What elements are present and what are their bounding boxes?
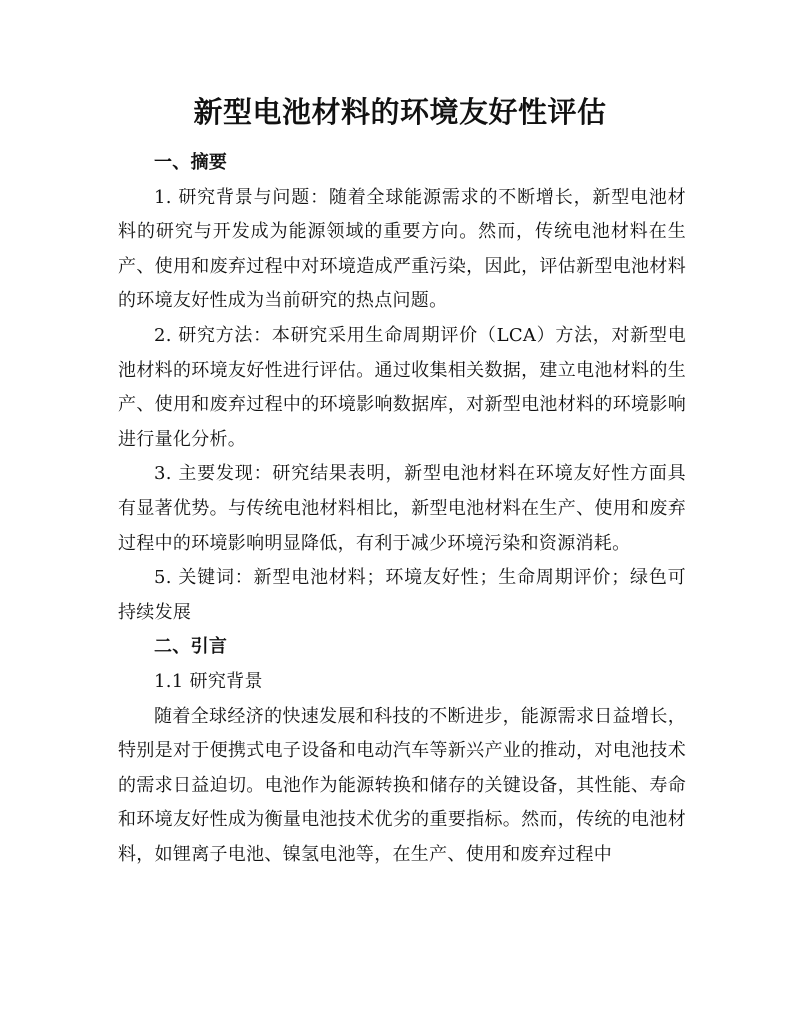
paragraph-keywords: 5. 关键词：新型电池材料；环境友好性；生命周期评价；绿色可持续发展 — [118, 567, 686, 623]
document-title: 新型电池材料的环境友好性评估 — [193, 95, 607, 129]
paragraph-method: 2. 研究方法：本研究采用生命周期评价（LCA）方法，对新型电池材料的环境友好性进行评估。通过收集相关数据，建立电池材料的生产、使用和废弃过程中的环境影响数据库，对新型电池材料的环境影响进行量化分析。 — [118, 324, 686, 450]
document-body — [118, 146, 686, 872]
paragraph-introduction: 随着全球经济的快速发展和科技的不断进步，能源需求日益增长，特别是对于便携式电子设备和电动汽车等新兴产业的推动，对电池技术的需求日益迫切。电池作为能源转换和储存的关键设备，其性能、寿命和环境友好性成为衡量电池技术优劣的重要指标。然而，传统的电池材料，如锂离子电池、镍氢电池等，在生产、使用和废弃过程中 — [118, 705, 686, 865]
section-heading-abstract: 一、摘要 — [154, 152, 228, 173]
paragraph-findings: 3. 主要发现：研究结果表明，新型电池材料在环境友好性方面具有显著优势。与传统电池材料相比，新型电池材料在生产、使用和废弃过程中的环境影响明显降低，有利于减少环境污染和资源消耗。 — [118, 463, 686, 554]
subsection-heading-background: 1.1 研究背景 — [154, 670, 263, 692]
section-heading-introduction: 二、引言 — [154, 636, 228, 658]
paragraph-background: 1. 研究背景与问题：随着全球能源需求的不断增长，新型电池材料的研究与开发成为能源领域的重要方向。然而，传统电池材料在生产、使用和废弃过程中对环境造成严重污染，因此，评估新型电池材料的环境友好性成为当前研究的热点问题。 — [118, 186, 686, 312]
